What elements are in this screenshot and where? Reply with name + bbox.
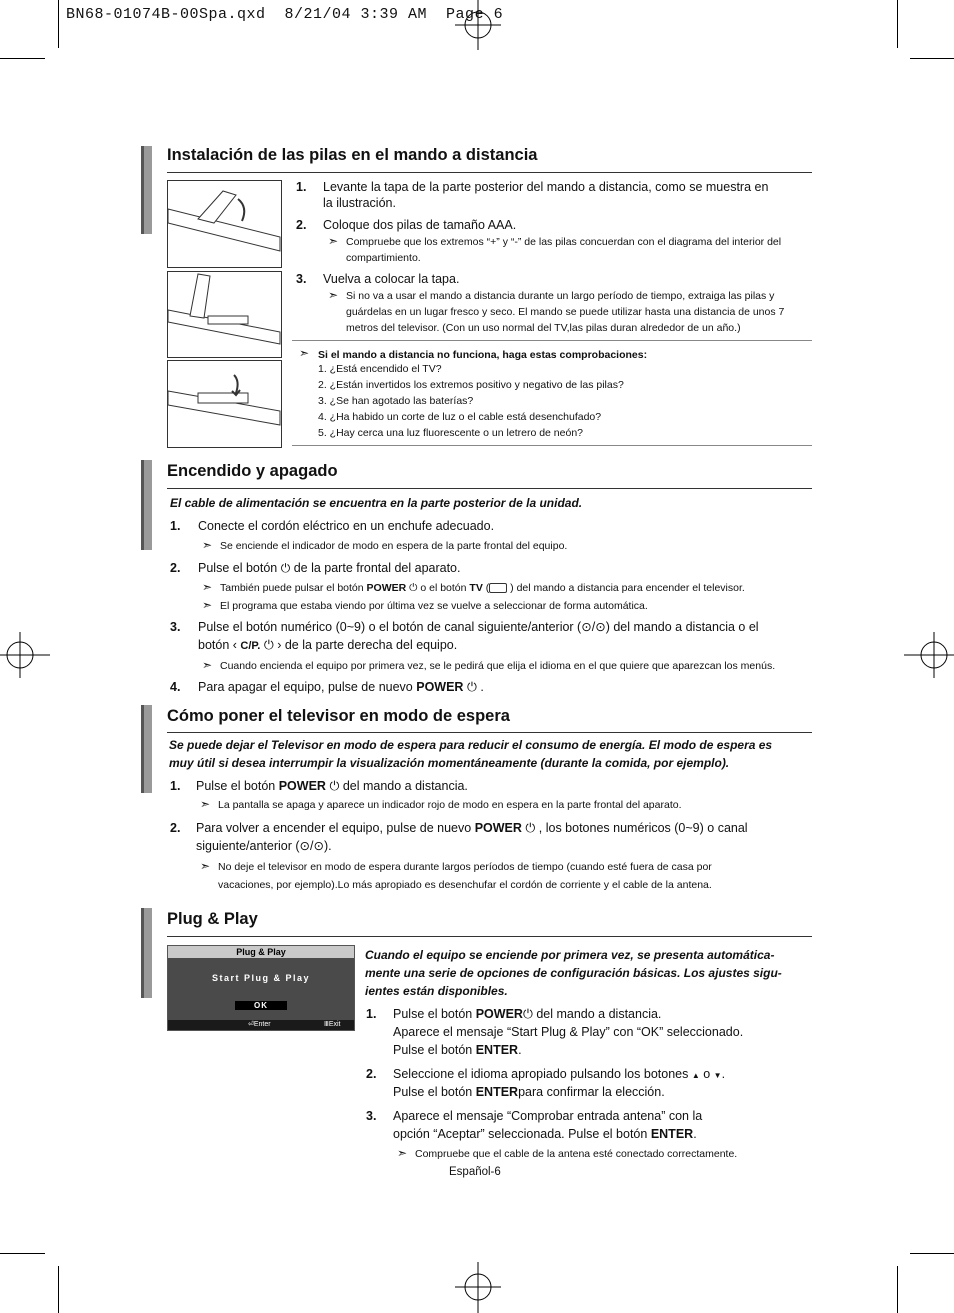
check-item: 1. ¿Está encendido el TV?	[318, 363, 442, 375]
check-item: 5. ¿Hay cerca una luz fluorescente o un letrero de neón?	[318, 427, 583, 439]
note-arrow-icon: ➣	[397, 1146, 408, 1160]
channel-up-icon: ⊙	[581, 620, 592, 634]
note-arrow-icon: ➣	[299, 346, 310, 360]
note-arrow-icon: ➣	[200, 797, 211, 811]
section-bar	[141, 705, 152, 793]
power-icon: ⏻	[329, 779, 340, 793]
power-icon: ⏻	[522, 1007, 533, 1021]
section-title-power: Encendido y apagado	[167, 462, 338, 480]
note-arrow-icon: ➣	[202, 580, 213, 594]
enter-icon: ⏎	[248, 1021, 254, 1028]
section-bar	[141, 460, 152, 550]
section-bar	[141, 146, 152, 234]
channel-up-icon: ⊙	[299, 839, 311, 853]
tv-button-icon	[489, 583, 507, 593]
down-arrow-icon: ▼	[713, 1071, 722, 1080]
note-arrow-icon: ➣	[200, 859, 211, 873]
power-icon: ⏻	[466, 680, 477, 694]
power-icon: ⏻	[525, 821, 536, 835]
page-number: Español-6	[449, 1166, 501, 1178]
power-icon: ⏻	[263, 638, 274, 652]
registration-mark-bottom	[455, 1262, 501, 1313]
check-item: 3. ¿Se han agotado las baterías?	[318, 395, 474, 407]
note-arrow-icon: ➣	[202, 658, 213, 672]
remote-illustration-3	[167, 360, 282, 448]
check-item: 4. ¿Ha habido un corte de luz o el cable está desenchufado?	[318, 411, 602, 423]
section-title-batteries: Instalación de las pilas en el mando a distancia	[167, 146, 538, 164]
note-arrow-icon: ➣	[202, 538, 213, 552]
note-arrow-icon: ➣	[328, 234, 339, 248]
check-item: 2. ¿Están invertidos los extremos positivo y negativo de las pilas?	[318, 379, 624, 391]
up-arrow-icon: ▲	[691, 1071, 700, 1080]
note-arrow-icon: ➣	[328, 288, 339, 302]
section-title-plug-and-play: Plug & Play	[167, 910, 258, 928]
plug-and-play-osd-screenshot: Plug & Play Start Plug & Play OK ⏎Enter ⅢExit	[167, 945, 355, 1031]
channel-down-icon: ⊙	[595, 620, 606, 634]
file-slug: BN68-01074B-00Spa.qxd 8/21/04 3:39 AM Page 6	[66, 6, 504, 23]
section-bar	[141, 908, 152, 998]
power-icon: ⏻	[280, 561, 291, 575]
registration-mark-right	[904, 632, 954, 678]
power-icon: ⏻	[409, 582, 418, 594]
remote-illustration-1	[167, 180, 282, 268]
remote-illustration-2	[167, 271, 282, 358]
channel-down-icon: ⊙	[313, 839, 324, 853]
section-title-standby: Cómo poner el televisor en modo de espera	[167, 707, 510, 725]
registration-mark-left	[0, 632, 50, 678]
note-arrow-icon: ➣	[202, 598, 213, 612]
menu-icon: Ⅲ	[324, 1021, 329, 1028]
